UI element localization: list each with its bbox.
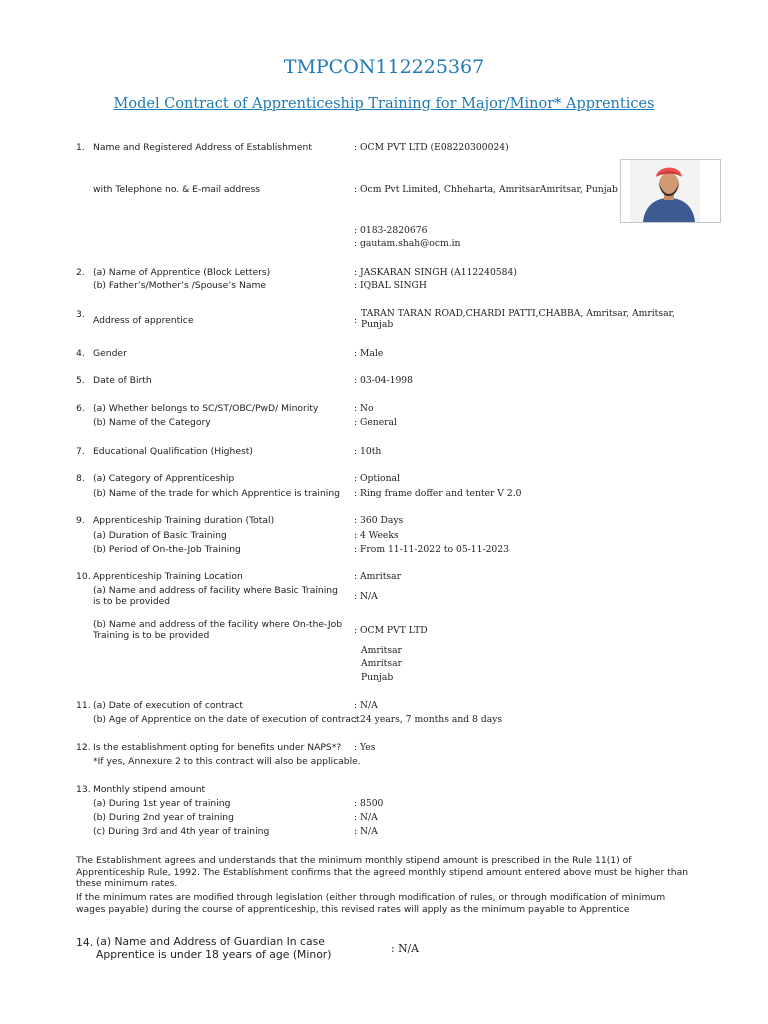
apprentice-address-value: TARAN TARAN ROAD,CHARDI PATTI,CHABBA, Amritsar, Amritsar, Punjab <box>361 308 675 330</box>
gender-value: : Male <box>354 348 384 359</box>
establishment-address: : Ocm Pvt Limited, Chheharta, AmritsarAmritsar, Punjab <box>354 184 618 195</box>
item-number: 12. <box>76 742 91 753</box>
establishment-value: : OCM PVT LTD (E08220300024) <box>354 142 509 153</box>
apprentice-photo <box>620 159 721 223</box>
basic-training-value: : 4 Weeks <box>354 530 399 541</box>
stipend-year34-label: (c) During 3rd and 4th year of training <box>93 826 270 837</box>
item-number: 3. <box>76 309 85 320</box>
establishment-phone: : 0183-2820676 <box>354 225 428 236</box>
execution-date-value: : N/A <box>354 700 378 711</box>
stipend-year34-value: : N/A <box>354 826 378 837</box>
item-number: 1. <box>76 142 85 153</box>
location-value: : Amritsar <box>354 571 401 582</box>
stipend-label: Monthly stipend amount <box>93 784 206 795</box>
item-number: 6. <box>76 403 85 414</box>
ojt-period-label: (b) Period of On-the-Job Training <box>93 544 241 555</box>
apprentice-name-value: : JASKARAN SINGH (A112240584) <box>354 267 517 278</box>
stipend-year2-label: (b) During 2nd year of training <box>93 812 234 823</box>
apprenticeship-category-label: (a) Category of Apprenticeship <box>93 473 235 484</box>
minority-label: (a) Whether belongs to SC/ST/OBC/PwD/ Minority <box>93 403 319 414</box>
document-title: Model Contract of Apprenticeship Training for Major/Minor* Apprentices <box>113 96 655 112</box>
ojt-period-value: : From 11-11-2022 to 05-11-2023 <box>354 544 509 555</box>
duration-value: : 360 Days <box>354 515 404 526</box>
item-number: 14. <box>76 936 94 949</box>
colon: : <box>354 315 358 326</box>
item-number: 11. <box>76 700 91 711</box>
item-number: 4. <box>76 348 85 359</box>
ojt-facility-state: Punjab <box>361 672 394 683</box>
gender-label: Gender <box>93 348 127 359</box>
ojt-facility-label: (b) Name and address of the facility where On-the-Job Training is to be provided <box>93 619 343 641</box>
basic-facility-label: (a) Name and address of facility where Basic Training is to be provided <box>93 585 338 607</box>
item-number: 2. <box>76 267 85 278</box>
stipend-agreement-paragraph: The Establishment agrees and understands that the minimum monthly stipend amount is prescribed in the Rule 11(1) of Apprenticeship Rule, 1992. The Establishment confirms that the agreed monthly stipend amount entered above must be higher than these minimum rates. <box>76 855 689 889</box>
item-number: 13. <box>76 784 91 795</box>
parent-name-value: : IQBAL SINGH <box>354 280 427 291</box>
ojt-facility-city: Amritsar <box>361 645 402 656</box>
stipend-year2-value: : N/A <box>354 812 378 823</box>
dob-value: : 03-04-1998 <box>354 375 413 386</box>
ojt-facility-district: Amritsar <box>361 658 402 669</box>
category-value: : General <box>354 417 397 428</box>
naps-label: Is the establishment opting for benefits under NAPS*? <box>93 742 342 753</box>
age-label: (b) Age of Apprentice on the date of execution of contract <box>93 714 360 725</box>
age-value: : 24 years, 7 months and 8 days <box>354 714 503 725</box>
person-icon <box>621 160 720 222</box>
item-number: 8. <box>76 473 85 484</box>
establishment-email: : gautam.shah@ocm.in <box>354 238 461 249</box>
location-label: Apprenticeship Training Location <box>93 571 243 582</box>
qualification-value: : 10th <box>354 446 382 457</box>
qualification-label: Educational Qualification (Highest) <box>93 446 253 457</box>
basic-training-label: (a) Duration of Basic Training <box>93 530 227 541</box>
item-number: 10. <box>76 571 91 582</box>
dob-label: Date of Birth <box>93 375 152 386</box>
duration-label: Apprenticeship Training duration (Total) <box>93 515 275 526</box>
item-number: 5. <box>76 375 85 386</box>
apprentice-name-label: (a) Name of Apprentice (Block Letters) <box>93 267 271 278</box>
naps-value: : Yes <box>354 742 376 753</box>
execution-date-label: (a) Date of execution of contract <box>93 700 244 711</box>
establishment-label: Name and Registered Address of Establishment <box>93 142 312 153</box>
stipend-year1-value: : 8500 <box>354 798 384 809</box>
ojt-facility-value: : OCM PVT LTD <box>354 625 428 636</box>
contract-id: TMPCON112225367 <box>283 56 485 78</box>
stipend-year1-label: (a) During 1st year of training <box>93 798 231 809</box>
minimum-rates-paragraph: If the minimum rates are modified through legislation (either through modification of rules, or through modification of minimum wages payable) during the course of apprenticeship, this revised rates will apply as the minimum payable to Apprentice <box>76 892 666 915</box>
trade-value: : Ring frame doffer and tenter V 2.0 <box>354 488 522 499</box>
item-number: 7. <box>76 446 85 457</box>
item-number: 9. <box>76 515 85 526</box>
guardian-value: : N/A <box>391 942 419 955</box>
apprentice-address-label: Address of apprentice <box>93 315 194 326</box>
trade-label: (b) Name of the trade for which Apprentice is training <box>93 488 341 499</box>
parent-name-label: (b) Father’s/Mother’s /Spouse’s Name <box>93 280 267 291</box>
basic-facility-value: : N/A <box>354 591 378 602</box>
apprenticeship-category-value: : Optional <box>354 473 400 484</box>
minority-value: : No <box>354 403 374 414</box>
guardian-label: (a) Name and Address of Guardian In case Apprentice is under 18 years of age (Minor) <box>96 935 332 961</box>
contact-label: with Telephone no. & E-mail address <box>93 184 261 195</box>
category-label: (b) Name of the Category <box>93 417 211 428</box>
naps-note: *If yes, Annexure 2 to this contract will also be applicable. <box>93 756 361 767</box>
